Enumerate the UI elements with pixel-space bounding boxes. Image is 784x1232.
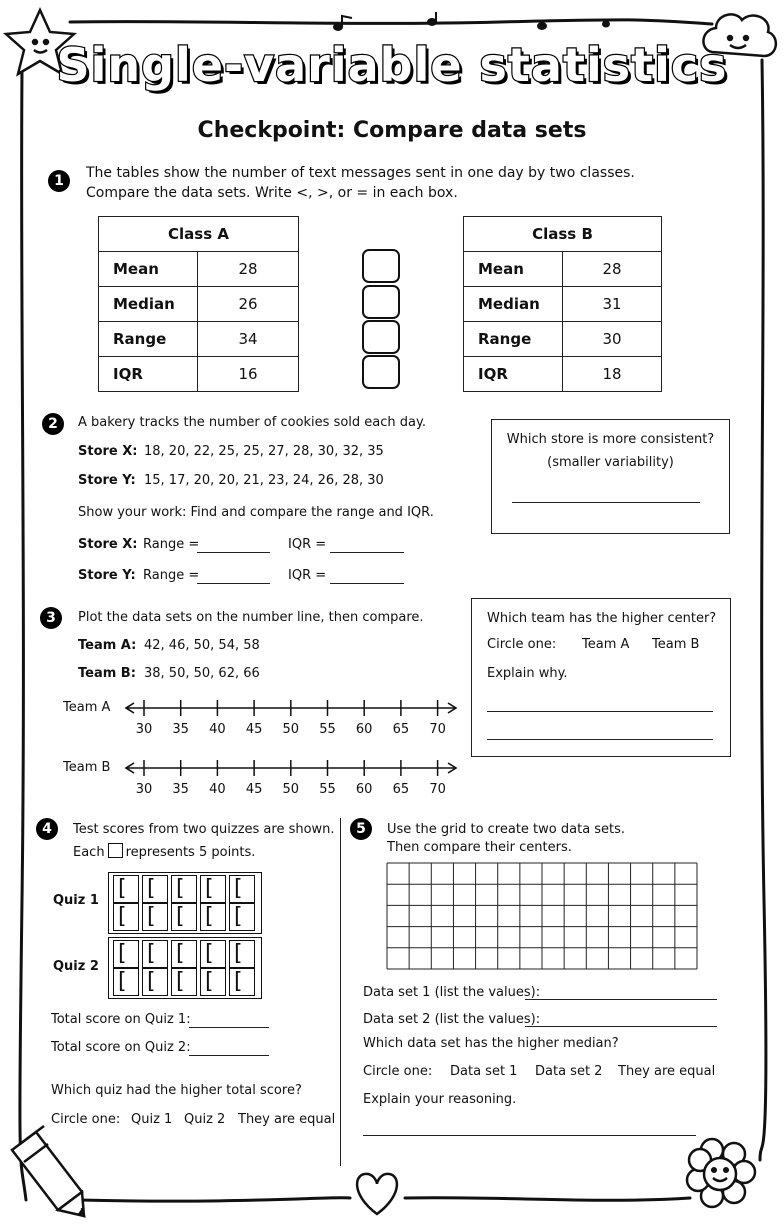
- pictograph-square: [142, 968, 168, 996]
- class-b-row-value: 18: [563, 357, 662, 392]
- number-line-tick-label: 45: [245, 782, 263, 797]
- question-number-2: 2: [42, 413, 64, 435]
- number-line-tick-label: 50: [282, 782, 300, 797]
- pictograph-glyph: [: [205, 941, 214, 966]
- q3-option-team-b[interactable]: Team B: [652, 637, 700, 652]
- class-b-row-value: 28: [563, 252, 662, 287]
- pictograph-square: [142, 903, 168, 931]
- team-a-values: 42, 46, 50, 54, 58: [144, 638, 260, 653]
- quiz-1-pictograph: [108, 872, 262, 934]
- quiz-1-label: Quiz 1: [53, 893, 99, 908]
- q5-option-data-set-1[interactable]: Data set 1: [450, 1064, 518, 1079]
- class-b-row-label: Range: [464, 322, 563, 357]
- store-x-values: 18, 20, 22, 25, 25, 27, 28, 30, 32, 35: [144, 444, 384, 459]
- quiz-1-total-label: Total score on Quiz 1:: [51, 1012, 191, 1027]
- q5-line-1: Use the grid to create two data sets.: [387, 822, 626, 837]
- number-line-tick-label: 30: [135, 722, 153, 737]
- pictograph-square: [200, 968, 226, 996]
- q4-option-equal[interactable]: They are equal: [238, 1112, 336, 1127]
- q5-question: Which data set has the higher median?: [363, 1036, 619, 1051]
- number-line-tick-label: 40: [209, 722, 226, 737]
- q5-circle-one: Circle one:: [363, 1064, 433, 1079]
- q2-panel-answer-line[interactable]: [512, 490, 700, 503]
- store-y-range-answer[interactable]: [197, 568, 270, 584]
- q5-explain: Explain your reasoning.: [363, 1092, 517, 1107]
- class-b-table: [463, 216, 662, 392]
- team-a-label: Team A:: [78, 638, 137, 653]
- number-line-tick-label: 60: [355, 722, 373, 737]
- pictograph-square: [229, 940, 255, 968]
- q2-panel-question: Which store is more consistent?: [506, 432, 715, 447]
- blank-grid[interactable]: [386, 862, 698, 970]
- data-set-2-answer[interactable]: [525, 1011, 717, 1027]
- class-b-row-label: IQR: [464, 357, 563, 392]
- class-b-row-label: Median: [464, 287, 563, 322]
- question-number-3: 3: [40, 607, 62, 629]
- class-a-row-value: 16: [198, 357, 299, 392]
- pictograph-glyph: [: [147, 941, 156, 966]
- pictograph-glyph: [: [118, 904, 127, 929]
- q3-explain: Explain why.: [487, 666, 568, 681]
- pictograph-glyph: [: [205, 904, 214, 929]
- number-line-tick-label: 50: [282, 722, 300, 737]
- data-set-1-answer[interactable]: [525, 984, 717, 1000]
- quiz-2-label: Quiz 2: [53, 959, 99, 974]
- pictograph-glyph: [: [147, 876, 156, 901]
- quiz-2-total-answer[interactable]: [189, 1040, 269, 1056]
- team-b-values: 38, 50, 50, 62, 66: [144, 666, 260, 681]
- number-line-tick-label: 45: [245, 722, 263, 737]
- store-y-work-label: Store Y:: [78, 568, 136, 583]
- quiz-2-total-label: Total score on Quiz 2:: [51, 1040, 191, 1055]
- pictograph-square: [142, 875, 168, 903]
- q1-line-2: Compare the data sets. Write <, >, or = in each box.: [86, 185, 458, 201]
- class-a-row-label: Median: [99, 287, 198, 322]
- pictograph-glyph: [: [118, 969, 127, 994]
- class-a-table: [98, 216, 299, 392]
- q4-represents: represents 5 points.: [125, 845, 256, 860]
- pictograph-square: [171, 968, 197, 996]
- pictograph-square: [229, 875, 255, 903]
- compare-box-mean[interactable]: [362, 249, 400, 283]
- flower-doodle-icon: [687, 1139, 755, 1207]
- compare-box-iqr[interactable]: [362, 355, 400, 389]
- pictograph-square: [142, 940, 168, 968]
- pictograph-glyph: [: [118, 941, 127, 966]
- q3-answer-panel: [471, 598, 731, 757]
- quiz-1-total-answer[interactable]: [189, 1012, 269, 1028]
- range-label: Range =: [143, 568, 200, 583]
- q4-key: [73, 843, 255, 860]
- iqr-label: IQR =: [288, 568, 327, 583]
- q4-option-quiz-1[interactable]: Quiz 1: [131, 1112, 173, 1127]
- pictograph-glyph: [: [205, 969, 214, 994]
- q2-intro: A bakery tracks the number of cookies sold each day.: [78, 415, 426, 430]
- class-a-row-value: 26: [198, 287, 299, 322]
- q2-panel-hint: (smaller variability): [547, 455, 674, 470]
- pictograph-square: [200, 875, 226, 903]
- pictograph-glyph: [: [147, 969, 156, 994]
- q5-reasoning-answer[interactable]: [363, 1120, 696, 1136]
- pictograph-glyph: [: [176, 969, 185, 994]
- q3-option-team-a[interactable]: Team A: [582, 637, 630, 652]
- pictograph-glyph: [: [234, 904, 243, 929]
- q3-panel-question: Which team has the higher center?: [487, 611, 717, 626]
- data-set-1-label: Data set 1 (list the values):: [363, 985, 541, 1000]
- store-y-label: Store Y:: [78, 473, 136, 488]
- pictograph-square: [113, 968, 139, 996]
- q3-answer-line-2[interactable]: [487, 727, 713, 740]
- class-a-row-label: Range: [99, 322, 198, 357]
- question-number-4: 4: [36, 818, 58, 840]
- class-b-row-value: 30: [563, 322, 662, 357]
- class-a-row-label: Mean: [99, 252, 198, 287]
- number-line-tick-label: 70: [429, 722, 446, 737]
- compare-box-range[interactable]: [362, 320, 400, 354]
- number-line-tick-label: 55: [319, 782, 336, 797]
- pictograph-glyph: [: [234, 969, 243, 994]
- q3-answer-line-1[interactable]: [487, 699, 713, 712]
- question-number-5: 5: [350, 818, 372, 840]
- pictograph-square: [200, 903, 226, 931]
- q5-option-data-set-2[interactable]: Data set 2: [535, 1064, 603, 1079]
- class-b-title: Class B: [464, 217, 662, 252]
- q3-circle-one: Circle one:: [487, 637, 557, 652]
- q4-line-1: Test scores from two quizzes are shown.: [73, 822, 335, 837]
- pictograph-square: [113, 875, 139, 903]
- q2-answer-panel: [491, 419, 730, 534]
- heart-doodle-icon: [357, 1174, 397, 1214]
- number-line-b-label: Team B: [63, 760, 111, 775]
- pictograph-glyph: [: [234, 941, 243, 966]
- store-y-values: 15, 17, 20, 20, 21, 23, 24, 26, 28, 30: [144, 473, 384, 488]
- q1-line-1: The tables show the number of text messages sent in one day by two classes.: [86, 165, 635, 181]
- team-b-label: Team B:: [78, 666, 136, 681]
- store-x-label: Store X:: [78, 444, 138, 459]
- pictograph-square: [171, 875, 197, 903]
- pictograph-glyph: [: [205, 876, 214, 901]
- class-a-row-value: 28: [198, 252, 299, 287]
- q5-option-equal[interactable]: They are equal: [618, 1064, 716, 1079]
- pictograph-square: [171, 903, 197, 931]
- number-line-a-label: Team A: [63, 700, 111, 715]
- class-b-row-label: Mean: [464, 252, 563, 287]
- number-line-tick-label: 70: [429, 782, 446, 797]
- number-line-tick-label: 55: [319, 722, 336, 737]
- pictograph-square: [229, 968, 255, 996]
- page-title: Single-variable statistics: [56, 38, 728, 92]
- data-set-2-label: Data set 2 (list the values):: [363, 1012, 541, 1027]
- pictograph-glyph: [: [176, 904, 185, 929]
- q4-question: Which quiz had the higher total score?: [51, 1083, 302, 1098]
- q3-intro: Plot the data sets on the number line, then compare.: [78, 610, 424, 625]
- pictograph-square: [229, 903, 255, 931]
- store-x-work-label: Store X:: [78, 537, 138, 552]
- q4-circle-one: Circle one:: [51, 1112, 121, 1127]
- pictograph-glyph: [: [234, 876, 243, 901]
- pictograph-glyph: [: [176, 876, 185, 901]
- quiz-2-pictograph: [108, 937, 262, 999]
- question-number-1: 1: [48, 170, 70, 192]
- page-subtitle: Checkpoint: Compare data sets: [197, 118, 587, 143]
- pictograph-glyph: [: [147, 904, 156, 929]
- number-line-tick-label: 65: [392, 722, 410, 737]
- column-divider: [340, 818, 341, 1166]
- pictograph-square: [200, 940, 226, 968]
- iqr-label: IQR =: [288, 537, 327, 552]
- store-y-iqr-answer[interactable]: [330, 568, 404, 584]
- class-a-title: Class A: [99, 217, 299, 252]
- q4-option-quiz-2[interactable]: Quiz 2: [184, 1112, 226, 1127]
- number-line-tick-label: 35: [172, 722, 189, 737]
- number-line-tick-label: 40: [209, 782, 226, 797]
- pictograph-glyph: [: [118, 876, 127, 901]
- compare-box-median[interactable]: [362, 285, 400, 319]
- q2-work-instruction: Show your work: Find and compare the range and IQR.: [78, 505, 434, 520]
- range-label: Range =: [143, 537, 200, 552]
- class-b-row-value: 31: [563, 287, 662, 322]
- pictograph-square: [113, 903, 139, 931]
- class-a-row-value: 34: [198, 322, 299, 357]
- pictograph-glyph: [: [176, 941, 185, 966]
- number-line-tick-label: 65: [392, 782, 410, 797]
- store-x-iqr-answer[interactable]: [330, 537, 404, 553]
- pictograph-square: [171, 940, 197, 968]
- number-line-tick-label: 35: [172, 782, 189, 797]
- class-a-row-label: IQR: [99, 357, 198, 392]
- square-key-icon: [108, 843, 123, 858]
- number-line-tick-label: 30: [135, 782, 153, 797]
- store-x-range-answer[interactable]: [197, 537, 270, 553]
- pictograph-square: [113, 940, 139, 968]
- q4-each: Each: [73, 845, 105, 860]
- q5-line-2: Then compare their centers.: [387, 840, 572, 855]
- number-line-tick-label: 60: [355, 782, 373, 797]
